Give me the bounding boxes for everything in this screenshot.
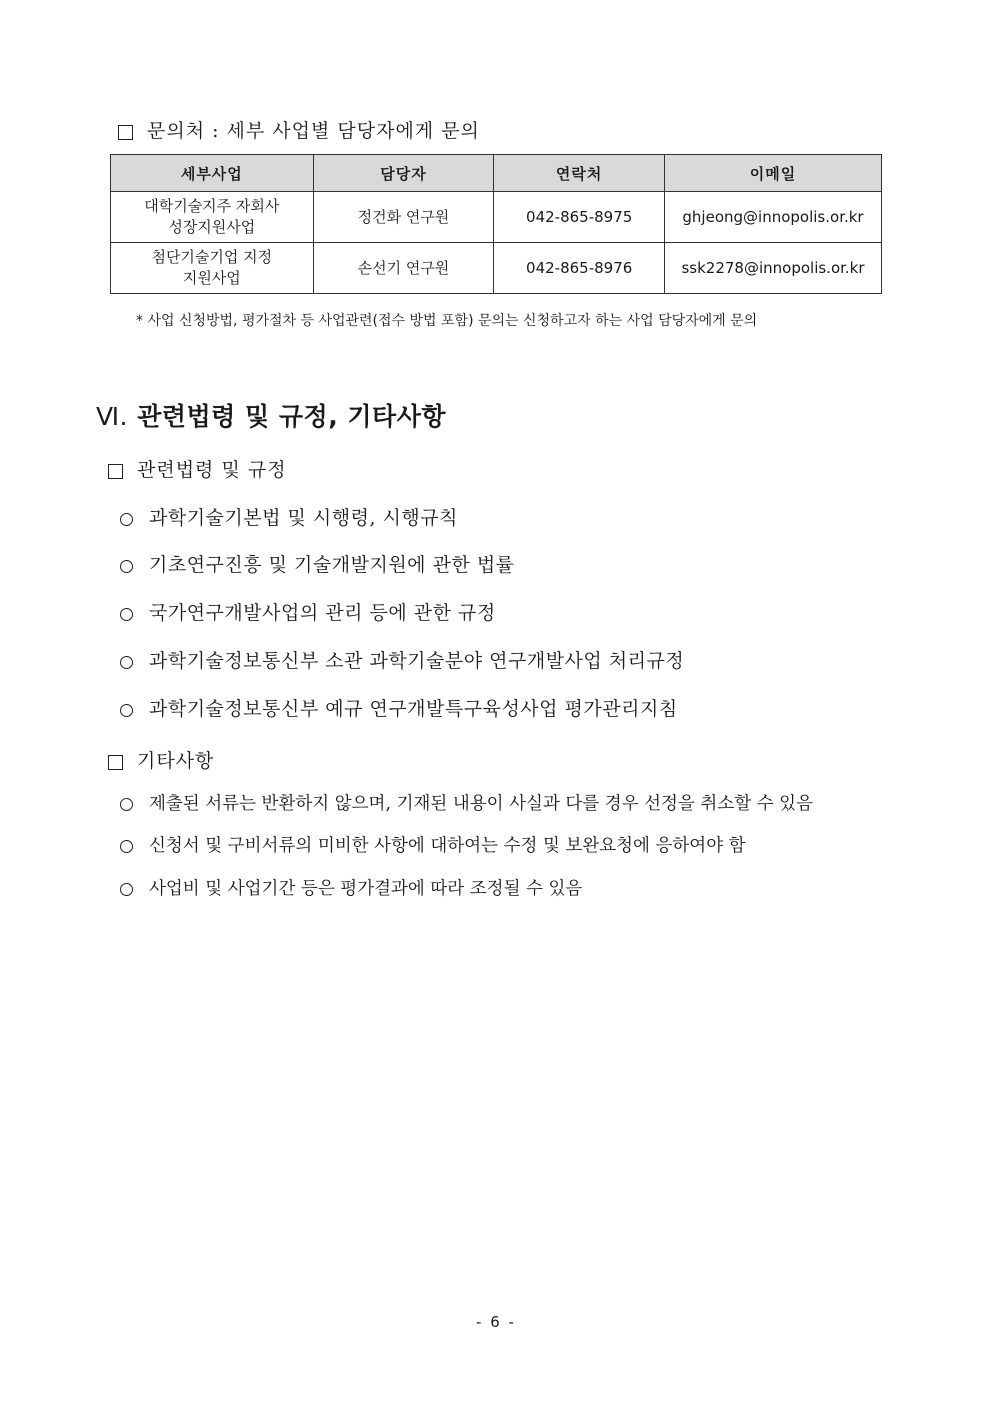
list-item	[120, 875, 582, 900]
table-row	[111, 243, 882, 294]
contact-table	[110, 154, 882, 294]
laws-heading	[108, 455, 287, 482]
table-header-row	[111, 155, 882, 192]
phone-cell: 042-865-8975	[494, 192, 665, 243]
section-number: Ⅵ.	[96, 402, 129, 431]
list-item-text: 기초연구진흥 및 기술개발지원에 관한 법률	[149, 554, 515, 576]
list-item-text: 사업비 및 사업기간 등은 평가결과에 따라 조정될 수 있음	[149, 879, 583, 899]
header-manager: 담당자	[313, 155, 494, 192]
header-phone: 연락처	[494, 155, 665, 192]
circle-bullet-icon	[120, 798, 133, 811]
circle-bullet-icon	[120, 656, 133, 669]
section-title-text: 관련법령 및 규정, 기타사항	[137, 402, 446, 431]
checkbox-square-icon	[118, 125, 133, 140]
circle-bullet-icon	[120, 883, 133, 896]
list-item	[120, 646, 684, 673]
program-line2: 지원사업	[182, 269, 241, 287]
page-number: - 6 -	[476, 1313, 516, 1331]
laws-heading-text: 관련법령 및 규정	[137, 459, 287, 481]
phone-cell: 042-865-8976	[494, 243, 665, 294]
header-program: 세부사업	[111, 155, 314, 192]
list-item	[120, 790, 813, 815]
section-title	[96, 397, 446, 433]
circle-bullet-icon	[120, 704, 133, 717]
checkbox-square-icon	[108, 464, 123, 479]
email-cell: ssk2278@innopolis.or.kr	[665, 243, 882, 294]
list-item-text: 과학기술정보통신부 예규 연구개발특구육성사업 평가관리지침	[149, 698, 678, 720]
list-item-text: 국가연구개발사업의 관리 등에 관한 규정	[149, 602, 496, 624]
list-item-text: 신청서 및 구비서류의 미비한 사항에 대하여는 수정 및 보완요청에 응하여야 함	[149, 836, 746, 856]
circle-bullet-icon	[120, 608, 133, 621]
program-cell	[111, 192, 314, 243]
circle-bullet-icon	[120, 560, 133, 573]
list-item	[120, 503, 458, 530]
program-line1: 대학기술지주 자회사	[144, 197, 280, 215]
list-item	[120, 832, 746, 857]
other-heading	[108, 746, 214, 773]
contact-heading	[118, 116, 480, 143]
program-cell	[111, 243, 314, 294]
contact-heading-text: 문의처 : 세부 사업별 담당자에게 문의	[147, 120, 480, 142]
email-cell: ghjeong@innopolis.or.kr	[665, 192, 882, 243]
table-row	[111, 192, 882, 243]
list-item-text: 제출된 서류는 반환하지 않으며, 기재된 내용이 사실과 다를 경우 선정을 취소할 수 있음	[149, 794, 813, 814]
checkbox-square-icon	[108, 755, 123, 770]
program-line1: 첨단기술기업 지정	[151, 248, 273, 266]
circle-bullet-icon	[120, 840, 133, 853]
list-item-text: 과학기술정보통신부 소관 과학기술분야 연구개발사업 처리규정	[149, 650, 685, 672]
header-email: 이메일	[665, 155, 882, 192]
list-item	[120, 550, 515, 577]
list-item-text: 과학기술기본법 및 시행령, 시행규칙	[149, 507, 458, 529]
manager-cell: 손선기 연구원	[313, 243, 494, 294]
circle-bullet-icon	[120, 513, 133, 526]
list-item	[120, 598, 496, 625]
list-item	[120, 694, 678, 721]
contact-note: * 사업 신청방법, 평가절차 등 사업관련(접수 방법 포함) 문의는 신청하고자 하는 사업 담당자에게 문의	[136, 313, 758, 329]
program-line2: 성장지원사업	[168, 218, 256, 236]
manager-cell: 정건화 연구원	[313, 192, 494, 243]
other-heading-text: 기타사항	[137, 750, 215, 772]
